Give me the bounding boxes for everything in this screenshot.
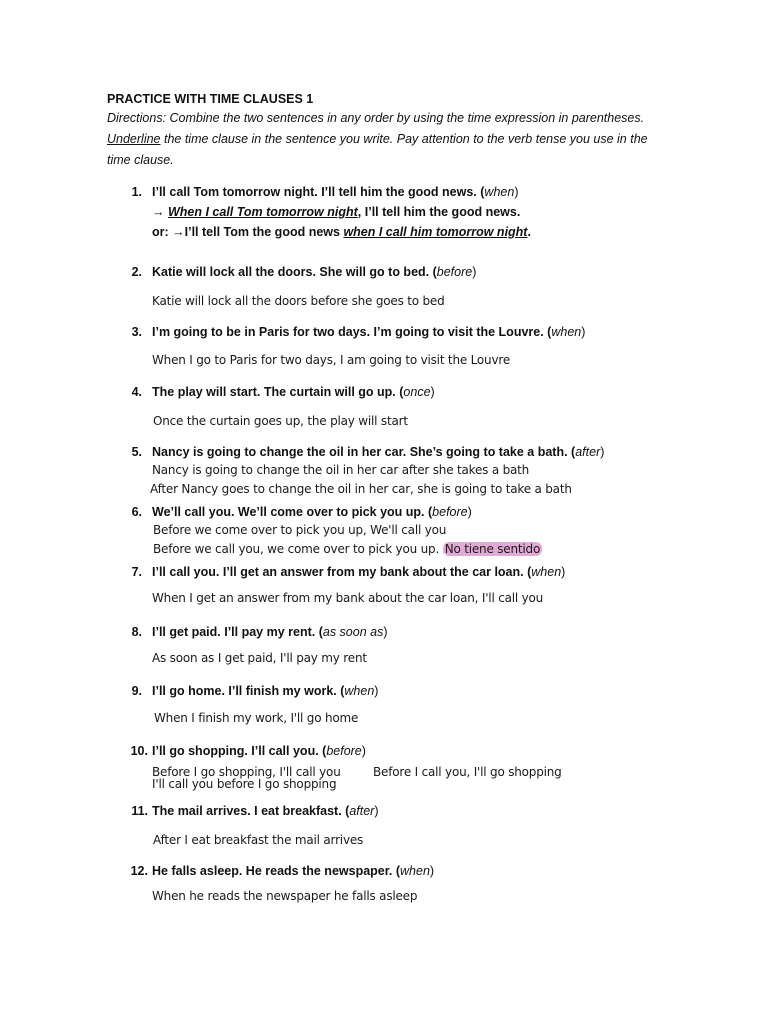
item-number: 10. bbox=[130, 744, 148, 758]
item-number: 3. bbox=[131, 325, 142, 339]
item-number: 12. bbox=[130, 864, 148, 878]
directions-line-2: Underline the time clause in the sentence you write. Pay attention to the verb tense you use in the bbox=[107, 132, 648, 146]
highlight-comment: No tiene sentido bbox=[444, 542, 541, 556]
item-prompt: We’ll call you. We’ll come over to pick you up. (before) bbox=[152, 505, 472, 519]
directions-line-1: Directions: Combine the two sentences in any order by using the time expression in parentheses. bbox=[107, 111, 645, 125]
item-prompt: He falls asleep. He reads the newspaper. (when) bbox=[152, 864, 435, 878]
item-prompt: The play will start. The curtain will go up. (once) bbox=[152, 385, 435, 399]
answer-text: Nancy is going to change the oil in her car after she takes a bath bbox=[152, 463, 530, 477]
item-number: 1. bbox=[131, 185, 142, 199]
item-prompt: I’m going to be in Paris for two days. I’m going to visit the Louvre. (when) bbox=[152, 325, 586, 339]
answer-text: As soon as I get paid, I'll pay my rent bbox=[152, 651, 367, 665]
answer-text: When I go to Paris for two days, I am going to visit the Louvre bbox=[152, 353, 511, 367]
answer-text: When I finish my work, I'll go home bbox=[154, 711, 359, 725]
underline-word: Underline bbox=[107, 132, 161, 146]
item-number: 2. bbox=[131, 265, 142, 279]
item-number: 7. bbox=[131, 565, 142, 579]
item-prompt: I’ll call you. I’ll get an answer from my bank about the car loan. (when) bbox=[152, 565, 566, 579]
answer-text: Once the curtain goes up, the play will start bbox=[153, 414, 408, 428]
answer-text: Katie will lock all the doors before she goes to bed bbox=[152, 294, 445, 308]
item-prompt: Nancy is going to change the oil in her car. She’s going to take a bath. (after) bbox=[152, 445, 605, 459]
example-prompt: I’ll call Tom tomorrow night. I’ll tell him the good news. (when) bbox=[152, 185, 519, 199]
example-answer-1: → When I call Tom tomorrow night, I’ll tell him the good news. bbox=[152, 205, 521, 219]
item-number: 11. bbox=[131, 804, 148, 818]
item-prompt: I’ll go home. I’ll finish my work. (when) bbox=[152, 684, 379, 698]
item-number: 8. bbox=[131, 625, 142, 639]
answer-text: Before we call you, we come over to pick you up. No tiene sentido bbox=[153, 542, 541, 556]
item-prompt: The mail arrives. I eat breakfast. (after) bbox=[152, 804, 379, 818]
answer-text: Before I go shopping, I'll call you bbox=[152, 765, 341, 779]
answer-text: When I get an answer from my bank about the car loan, I'll call you bbox=[152, 591, 544, 605]
arrow-icon: → bbox=[152, 205, 168, 219]
item-prompt: I’ll go shopping. I’ll call you. (before) bbox=[152, 744, 366, 758]
item-number: 9. bbox=[131, 684, 142, 698]
item-number: 4. bbox=[131, 385, 142, 399]
page-title: PRACTICE WITH TIME CLAUSES 1 bbox=[107, 92, 314, 106]
answer-text: I'll call you before I go shopping bbox=[152, 777, 337, 791]
item-prompt: I’ll get paid. I’ll pay my rent. (as soon as) bbox=[152, 625, 388, 639]
answer-text: Before we come over to pick you up, We'll call you bbox=[153, 523, 447, 537]
answer-text: Before I call you, I'll go shopping bbox=[373, 765, 562, 779]
item-prompt: Katie will lock all the doors. She will go to bed. (before) bbox=[152, 265, 477, 279]
item-number: 5. bbox=[131, 445, 142, 459]
answer-text: After I eat breakfast the mail arrives bbox=[153, 833, 364, 847]
answer-text: After Nancy goes to change the oil in her car, she is going to take a bath bbox=[150, 482, 572, 496]
item-number: 6. bbox=[131, 505, 142, 519]
answer-text: When he reads the newspaper he falls asleep bbox=[152, 889, 418, 903]
directions-line-3: time clause. bbox=[107, 153, 174, 167]
example-answer-2: or: →I’ll tell Tom the good news when I call him tomorrow night. bbox=[152, 225, 531, 239]
